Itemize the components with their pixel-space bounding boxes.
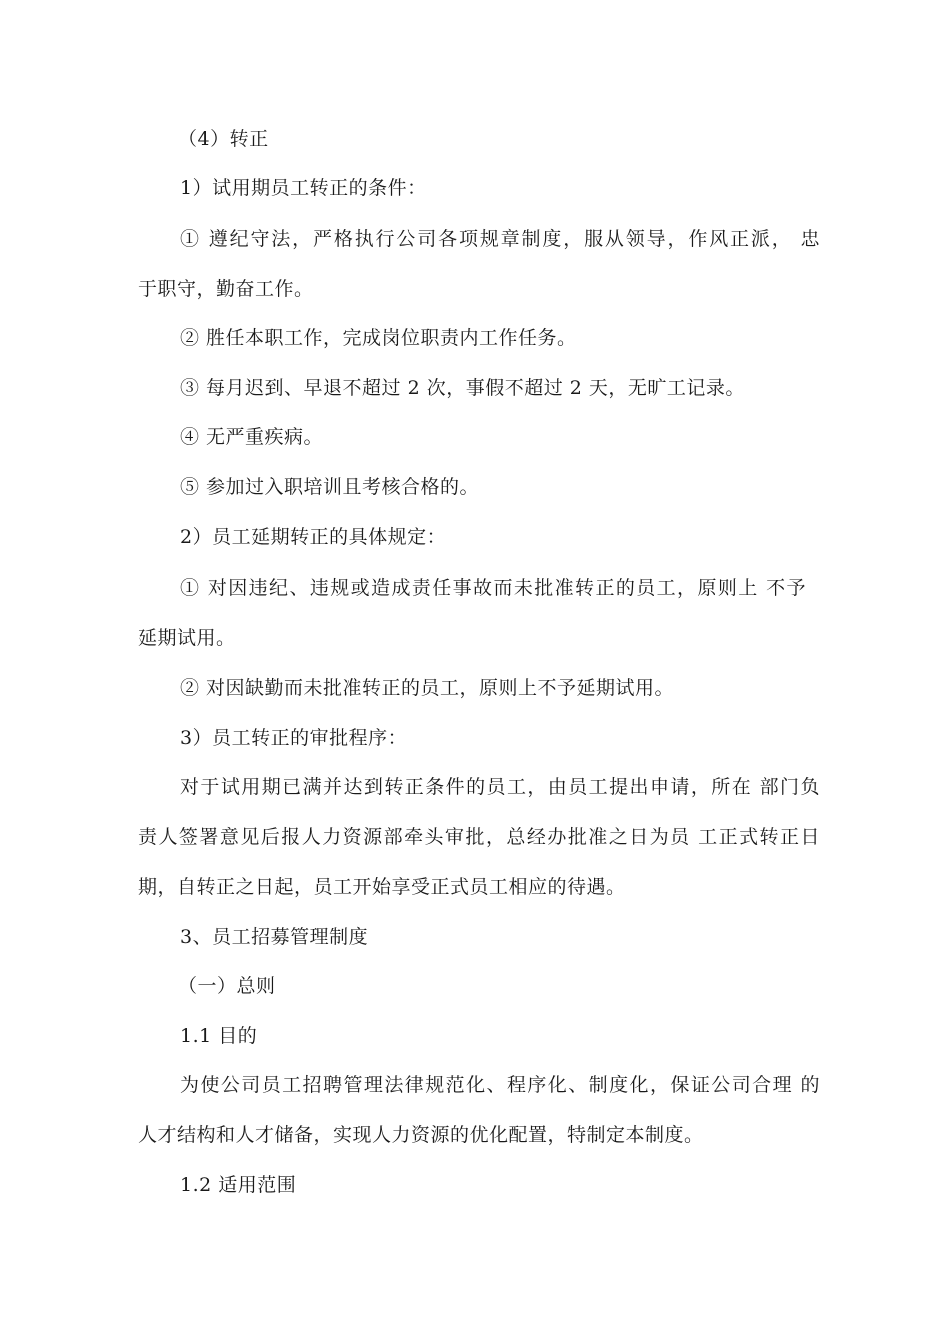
section-heading-recruitment: 3、员工招募管理制度 [180, 926, 369, 948]
subheading-approval-procedure: 3）员工转正的审批程序： [180, 727, 408, 749]
paragraph-line: ① 遵纪守法，严格执行公司各项规章制度，服从领导，作风正派， 忠 [180, 228, 820, 250]
paragraph-line: ① 对因违纪、违规或造成责任事故而未批准转正的员工，原则上 不予 [180, 577, 806, 599]
paragraph-line: 责人签署意见后报人力资源部牵头审批，总经办批准之日为员 工正式转正日 [138, 826, 820, 848]
paragraph-line: 延期试用。 [138, 627, 236, 649]
subheading-confirmation-conditions: 1）试用期员工转正的条件： [180, 177, 427, 199]
paragraph-line: ④ 无严重疾病。 [180, 426, 324, 448]
subheading-delayed-confirmation: 2）员工延期转正的具体规定： [180, 526, 447, 548]
subheading-purpose: 1.1 目的 [180, 1025, 258, 1047]
subheading-general: （一）总则 [178, 975, 276, 997]
paragraph-line: ② 对因缺勤而未批准转正的员工，原则上不予延期试用。 [180, 677, 675, 699]
paragraph-line: ③ 每月迟到、早退不超过 2 次，事假不超过 2 天，无旷工记录。 [180, 377, 745, 399]
paragraph-line: 为使公司员工招聘管理法律规范化、程序化、制度化，保证公司合理 的 [180, 1074, 820, 1096]
paragraph-line: 对于试用期已满并达到转正条件的员工，由员工提出申请，所在 部门负 [180, 776, 820, 798]
paragraph-line: 于职守，勤奋工作。 [138, 278, 314, 300]
paragraph-line: ⑤ 参加过入职培训且考核合格的。 [180, 476, 480, 498]
paragraph-line: 人才结构和人才储备，实现人力资源的优化配置，特制定本制度。 [138, 1124, 704, 1146]
section-heading-probation-confirmation: （4）转正 [178, 128, 269, 150]
paragraph-line: ② 胜任本职工作，完成岗位职责内工作任务。 [180, 327, 577, 349]
paragraph-line: 期，自转正之日起，员工开始享受正式员工相应的待遇。 [138, 876, 626, 898]
subheading-scope: 1.2 适用范围 [180, 1174, 297, 1196]
